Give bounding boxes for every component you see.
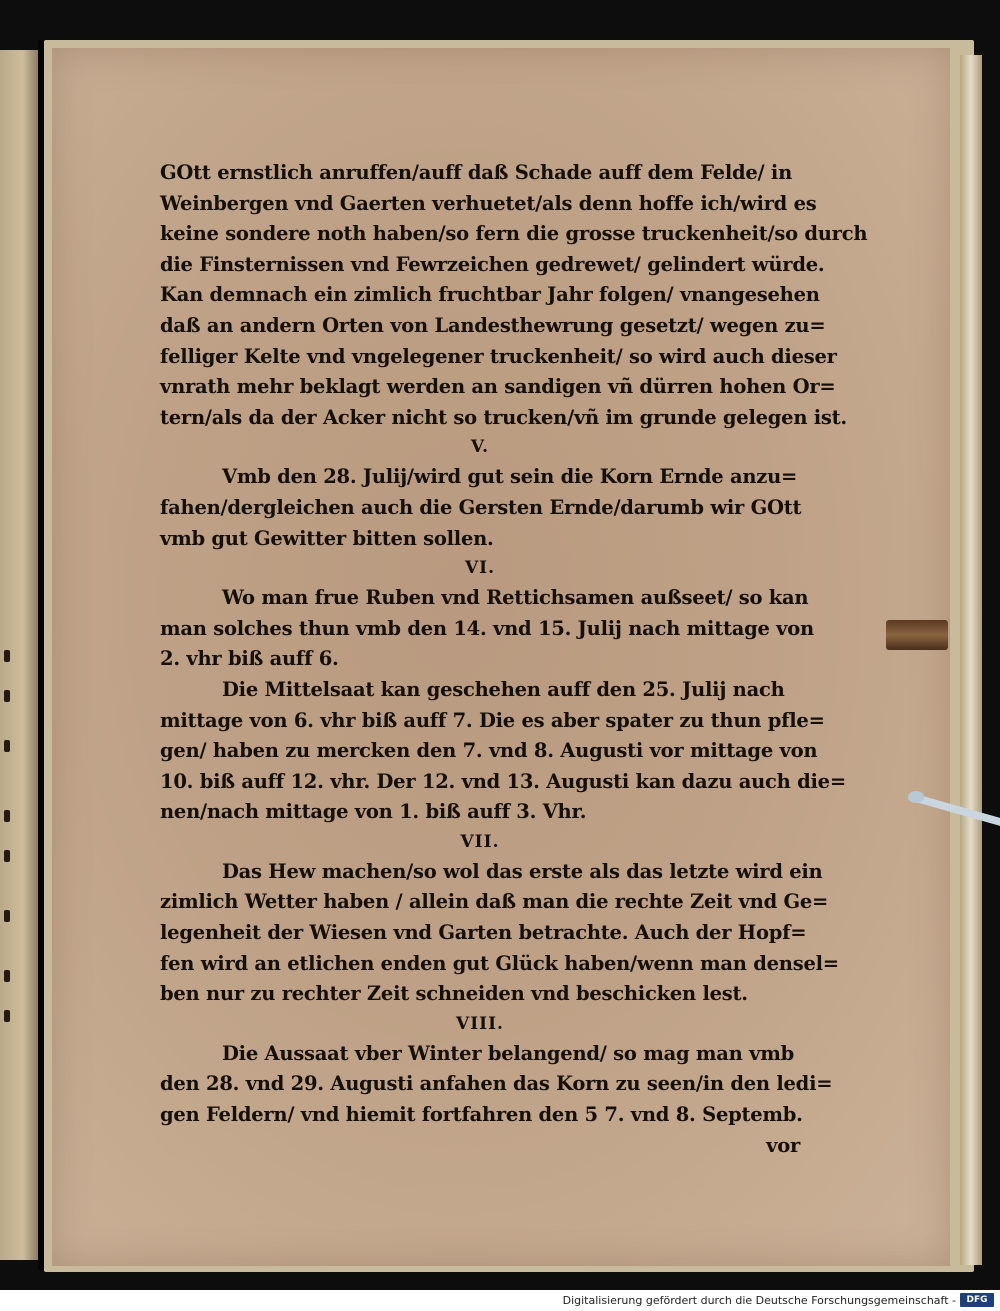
text-line: Vmb den 28. Julij/wird gut sein die Korn Ernde anzu= bbox=[222, 465, 798, 489]
text-line: legenheit der Wiesen vnd Garten betrachte. Auch der Hopf= bbox=[160, 921, 807, 945]
footer-credit: Digitalisierung gefördert durch die Deutsche Forschungsgemeinschaft - bbox=[562, 1294, 956, 1307]
text-line: mittage von 6. vhr biß auff 7. Die es aber spater zu thun pfle= bbox=[160, 708, 825, 732]
text-line: gen/ haben zu mercken den 7. vnd 8. Augusti vor mittage von bbox=[160, 739, 818, 763]
text-line: fen wird an etlichen enden gut Glück haben/wenn man densel= bbox=[160, 951, 839, 975]
text-line: vmb gut Gewitter bitten sollen. bbox=[160, 526, 494, 550]
text-line: vnrath mehr beklagt werden an sandigen vñ dürren hohen Or= bbox=[160, 375, 836, 399]
text-line: Die Aussaat vber Winter belangend/ so mag man vmb bbox=[222, 1041, 794, 1065]
section-heading-viii: VIII. bbox=[456, 1013, 504, 1034]
text-line: Das Hew machen/so wol das erste als das letzte wird ein bbox=[222, 859, 823, 883]
text-line: keine sondere noth haben/so fern die grosse truckenheit/so durch bbox=[160, 222, 868, 246]
text-line: gen Feldern/ vnd hiemit fortfahren den 5 7. vnd 8. Septemb. bbox=[160, 1103, 803, 1127]
text-line: den 28. vnd 29. Augusti anfahen das Korn zu seen/in den ledi= bbox=[160, 1072, 833, 1096]
left-page-ink-marks bbox=[2, 50, 32, 1260]
section-heading-vii: VII. bbox=[460, 831, 500, 852]
text-line: nen/nach mittage von 1. biß auff 3. Vhr. bbox=[160, 800, 587, 824]
cover-board-edge bbox=[960, 55, 982, 1265]
text-line: Kan demnach ein zimlich fruchtbar Jahr folgen/ vnangesehen bbox=[160, 283, 820, 307]
text-line: felliger Kelte vnd vngelegener truckenheit/ so wird auch dieser bbox=[160, 344, 837, 368]
text-line: zimlich Wetter haben / allein daß man die rechte Zeit vnd Ge= bbox=[160, 890, 829, 914]
text-line: 2. vhr biß auff 6. bbox=[160, 647, 339, 671]
footer-bar bbox=[0, 1290, 1000, 1311]
text-line: daß an andern Orten von Landesthewrung gesetzt/ wegen zu= bbox=[160, 313, 826, 337]
text-line: Die Mittelsaat kan geschehen auff den 25. Julij nach bbox=[222, 677, 785, 701]
text-line: Wo man frue Ruben vnd Rettichsamen außseet/ so kan bbox=[222, 586, 809, 610]
section-heading-vi: VI. bbox=[464, 558, 496, 579]
text-line: ben nur zu rechter Zeit schneiden vnd beschicken lest. bbox=[160, 982, 748, 1006]
left-page-edge bbox=[0, 50, 38, 1260]
document-page bbox=[52, 48, 950, 1266]
page-text bbox=[160, 158, 868, 1161]
catchword: vor bbox=[766, 1133, 800, 1157]
dfg-logo: DFG bbox=[960, 1293, 994, 1307]
text-line: 10. biß auff 12. vhr. Der 12. vnd 13. Augusti kan dazu auch die= bbox=[160, 769, 846, 793]
text-line: tern/als da der Acker nicht so trucken/vñ im grunde gelegen ist. bbox=[160, 405, 847, 429]
text-line: fahen/dergleichen auch die Gersten Ernde/darumb wir GOtt bbox=[160, 495, 802, 519]
text-line: die Finsternissen vnd Fewrzeichen gedrewet/ gelindert würde. bbox=[160, 252, 825, 276]
leather-tab bbox=[886, 620, 948, 650]
text-line: man solches thun vmb den 14. vnd 15. Julij nach mittage von bbox=[160, 616, 814, 640]
pointer-stick-icon bbox=[908, 787, 1000, 842]
text-line: Weinbergen vnd Gaerten verhuetet/als denn hoffe ich/wird es bbox=[160, 191, 817, 215]
text-line: GOtt ernstlich anruffen/auff daß Schade auff dem Felde/ in bbox=[160, 161, 793, 184]
section-heading-v: V. bbox=[470, 437, 490, 458]
